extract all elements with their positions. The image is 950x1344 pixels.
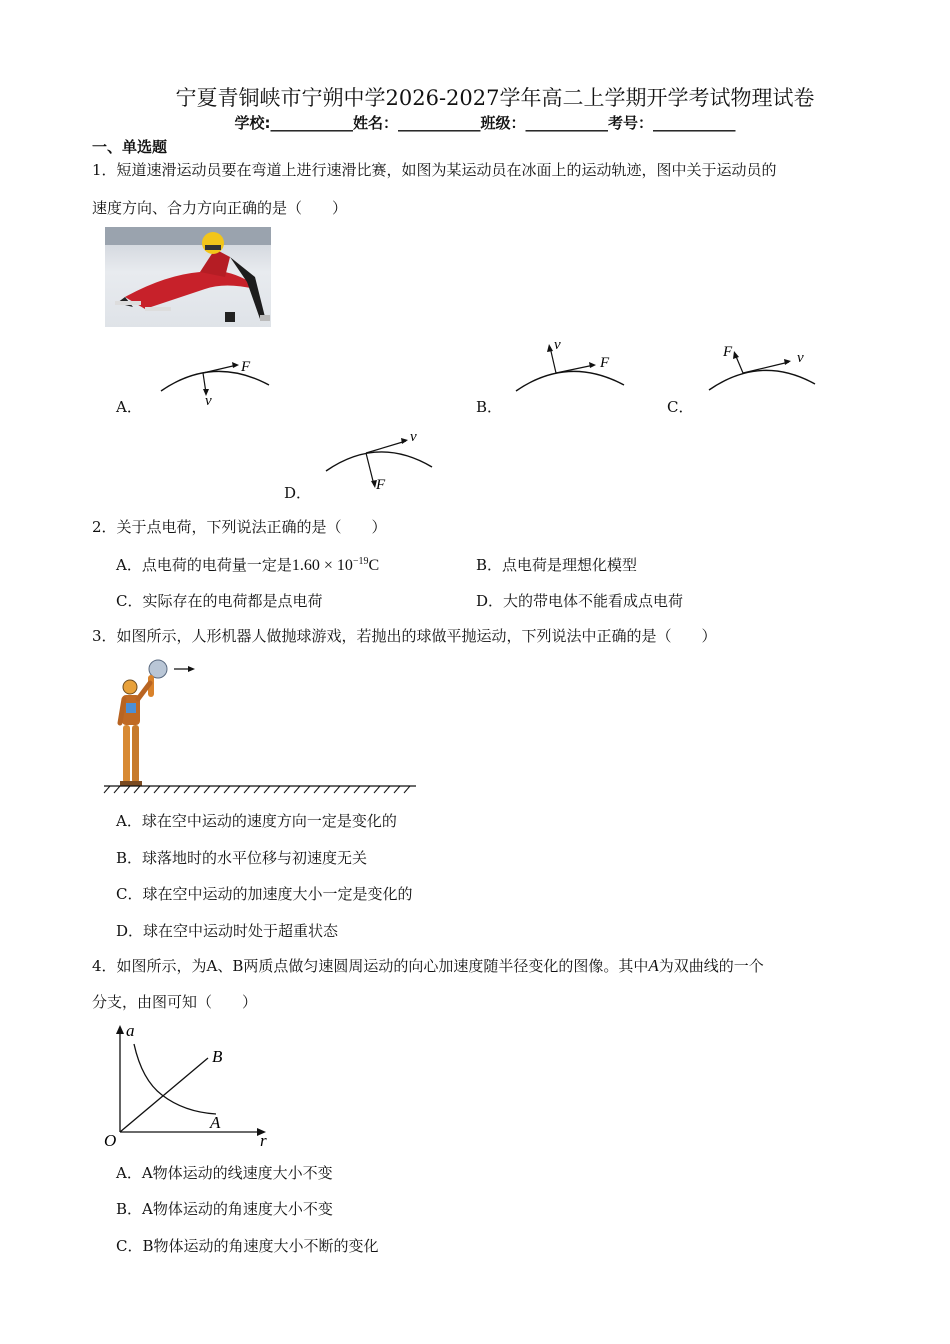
q1-option-a-diagram <box>155 355 275 415</box>
q4-stem-var: A <box>648 956 659 975</box>
q2-option-a-math-unit: C <box>368 557 380 574</box>
q1-option-d-label[interactable]: D． <box>284 484 312 502</box>
q1-option-d-diagram <box>320 425 440 495</box>
q1-option-c-label[interactable]: C． <box>667 398 694 416</box>
q3-option-b[interactable]: B．球落地时的水平位移与初速度无关 <box>116 849 368 867</box>
q1-option-c-diagram <box>703 340 823 395</box>
q2-option-a-math-exp: −19 <box>352 556 369 567</box>
robot-throwing-ball-figure <box>100 655 420 795</box>
q2-stem: 2．关于点电荷，下列说法正确的是（ ） <box>92 518 387 536</box>
q3-option-a[interactable]: A．球在空中运动的速度方向一定是变化的 <box>116 812 397 830</box>
graph-axis-a: a <box>126 1021 135 1040</box>
section-heading: 一、单选题 <box>92 138 168 156</box>
q1-stem-line1: 1．短道速滑运动员要在弯道上进行速滑比赛，如图为某运动员在冰面上的运动轨迹，图中关于运动员的 <box>92 161 777 179</box>
q2-option-a-math-base: 1.60 × 10 <box>291 557 353 574</box>
q1-b-force-label: F <box>600 355 610 371</box>
q2-option-a[interactable] <box>116 554 379 575</box>
q4-stem-line2: 分支，由图可知（ ） <box>92 993 258 1011</box>
speed-skater-photo <box>105 227 271 327</box>
q1-b-velocity-label: v <box>554 337 561 353</box>
graph-axis-r: r <box>260 1131 267 1150</box>
q4-stem-line1 <box>92 956 764 976</box>
q4-option-b[interactable]: B．A物体运动的角速度大小不变 <box>116 1200 333 1218</box>
graph-origin: O <box>104 1131 117 1150</box>
q4-option-a[interactable]: A．A物体运动的线速度大小不变 <box>116 1164 333 1182</box>
q4-stem-pre: 4．如图所示，为A、B两质点做匀速圆周运动的向心加速度随半径变化的图像。其中 <box>92 957 649 975</box>
q2-option-a-text: A．点电荷的电荷量一定是 <box>116 556 292 574</box>
q1-a-velocity-label: v <box>205 393 212 409</box>
q2-option-c[interactable]: C．实际存在的电荷都是点电荷 <box>116 592 323 610</box>
q1-c-velocity-label: v <box>797 350 804 366</box>
q1-c-force-label: F <box>723 344 733 360</box>
student-info-line: 学校:___________姓名：___________班级：___________考号：___________ <box>234 114 736 132</box>
q3-option-d[interactable]: D．球在空中运动时处于超重状态 <box>116 922 339 940</box>
q2-option-b[interactable]: B．点电荷是理想化模型 <box>476 556 638 574</box>
q1-option-a-label[interactable]: A． <box>116 398 142 416</box>
exam-title: 宁夏青铜峡市宁朔中学2026-2027学年高二上学期开学考试物理试卷 <box>175 86 815 110</box>
q1-stem-line2: 速度方向、合力方向正确的是（ ） <box>92 199 348 217</box>
q3-stem: 3．如图所示，人形机器人做抛球游戏，若抛出的球做平抛运动，下列说法中正确的是（ ） <box>92 627 717 645</box>
q1-a-force-label: F <box>241 359 251 375</box>
q4-option-c[interactable]: C．B物体运动的角速度大小不断的变化 <box>116 1237 379 1255</box>
q2-option-d[interactable]: D．大的带电体不能看成点电荷 <box>476 592 684 610</box>
graph-curve-a-label: A <box>210 1113 221 1132</box>
q1-option-b-diagram <box>510 335 630 395</box>
q1-option-b-label[interactable]: B． <box>476 398 503 416</box>
q1-d-force-label: F <box>376 477 386 493</box>
q1-d-velocity-label: v <box>410 429 417 445</box>
acceleration-radius-graph <box>98 1020 278 1150</box>
robot-icon <box>120 675 154 786</box>
q3-option-c[interactable]: C．球在空中运动的加速度大小一定是变化的 <box>116 885 413 903</box>
q4-stem-post: 为双曲线的一个 <box>658 957 764 975</box>
graph-line-b-label: B <box>212 1047 223 1066</box>
